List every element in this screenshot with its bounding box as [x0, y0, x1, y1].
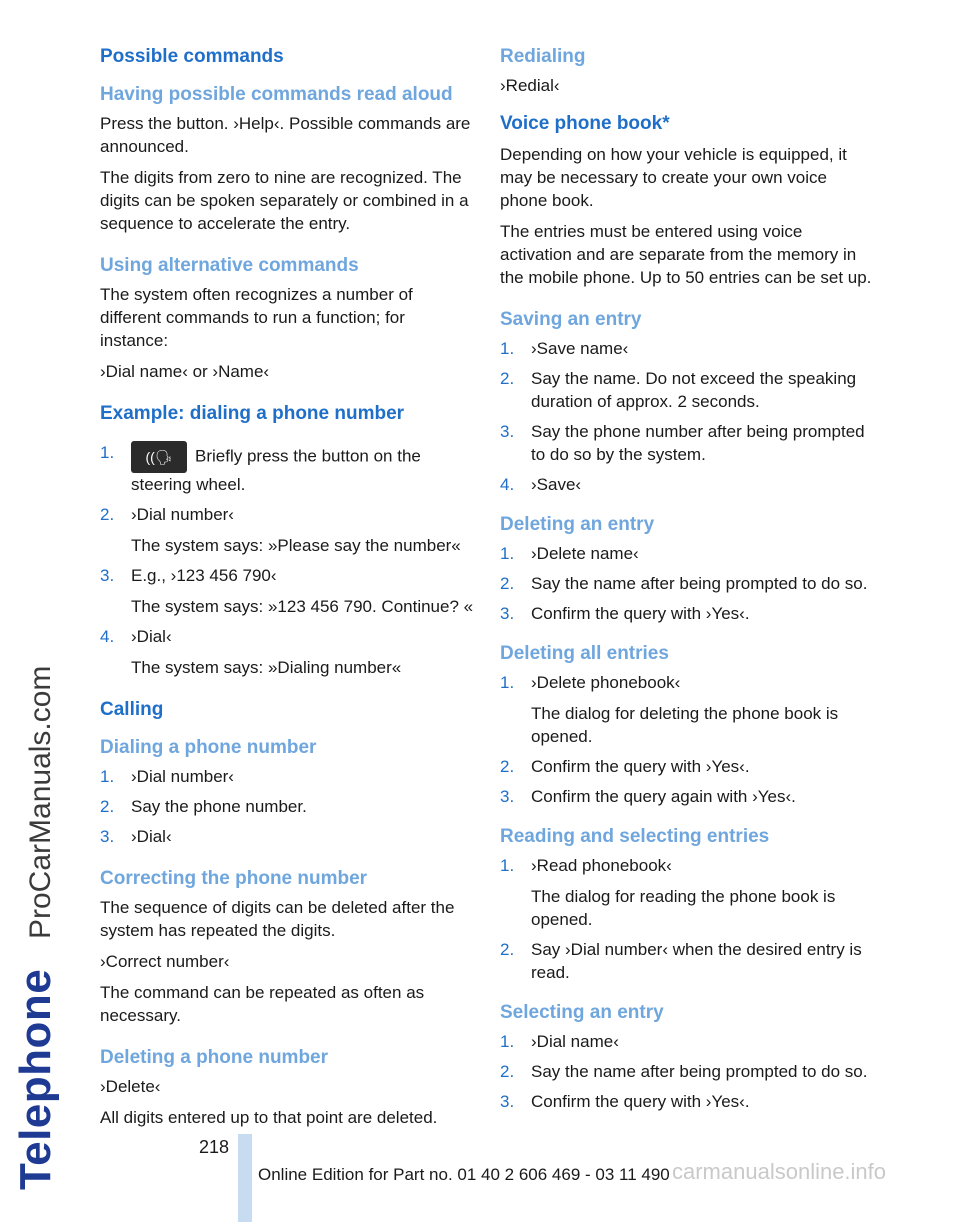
- heading-voice-phone-book: Voice phone book*: [500, 113, 670, 134]
- step-text: Confirm the query with ›Yes‹.: [531, 1092, 750, 1111]
- step-text: ›Dial name‹: [531, 1032, 619, 1051]
- paragraph: The command can be repeated as often as necessary.: [100, 983, 425, 1025]
- paragraph: ›Redial‹: [500, 76, 560, 95]
- list-item: [500, 671, 874, 748]
- paragraph: Depending on how your vehicle is equipped, it may be necessary to create your own voice phone book.: [500, 145, 847, 210]
- heading-correcting: Correcting the phone number: [100, 868, 368, 889]
- left-column: [100, 44, 474, 1137]
- paragraph: The system often recognizes a number of different commands to run a function; for instance:: [100, 285, 413, 350]
- step-subtext: The dialog for deleting the phone book is opened.: [531, 704, 839, 746]
- paragraph: ›Correct number‹: [100, 952, 230, 971]
- step-text: E.g., ›123 456 790‹: [131, 566, 277, 585]
- list-item: [500, 367, 874, 413]
- list-item: [100, 503, 474, 557]
- deleting-entry-steps: [500, 542, 874, 625]
- step-text: ›Read phonebook‹: [531, 856, 672, 875]
- list-item: [100, 441, 474, 496]
- list-item: [100, 825, 474, 848]
- list-item: [100, 795, 474, 818]
- list-item: [100, 625, 474, 679]
- heading-calling: Calling: [100, 699, 164, 720]
- step-number: 3.: [500, 787, 515, 806]
- list-item: [500, 938, 874, 984]
- step-number: 1.: [500, 673, 515, 692]
- list-item: [500, 755, 874, 778]
- heading-reading: Reading and selecting entries: [500, 826, 770, 847]
- heading-deleting-all: Deleting all entries: [500, 643, 669, 664]
- step-number: 1.: [500, 544, 515, 563]
- dialing-steps: [100, 765, 474, 848]
- selecting-steps: [500, 1030, 874, 1113]
- step-text: ›Delete phonebook‹: [531, 673, 681, 692]
- step-text: Say the name after being prompted to do so.: [531, 1062, 868, 1081]
- step-text: Confirm the query again with ›Yes‹.: [531, 787, 796, 806]
- list-item: [100, 765, 474, 788]
- paragraph: The entries must be entered using voice activation and are separate from the memory in the mobile phone. Up to 50 entries can be set up.: [500, 222, 872, 287]
- paragraph: The sequence of digits can be deleted after the system has repeated the digits.: [100, 898, 455, 940]
- step-text: ›Save name‹: [531, 339, 629, 358]
- voice-button-icon: ((🗣: [131, 441, 187, 473]
- section-title: Telephone: [11, 968, 60, 1190]
- step-number: 3.: [500, 422, 515, 441]
- list-item: [500, 1060, 874, 1083]
- step-text: Say ›Dial number‹ when the desired entry is read.: [531, 940, 862, 982]
- paragraph: All digits entered up to that point are deleted.: [100, 1108, 438, 1127]
- heading-deleting-number: Deleting a phone number: [100, 1047, 329, 1068]
- step-text: Briefly press the button on the steering wheel.: [131, 446, 421, 494]
- heading-saving-entry: Saving an entry: [500, 309, 642, 330]
- heading-redialing: Redialing: [500, 46, 586, 67]
- list-item: [500, 420, 874, 466]
- deleting-all-steps: [500, 671, 874, 808]
- list-item: [500, 785, 874, 808]
- step-subtext: The system says: »123 456 790. Continue? «: [131, 597, 474, 616]
- right-column: [500, 44, 874, 1121]
- step-text: ›Dial‹: [131, 627, 172, 646]
- heading-dialing: Dialing a phone number: [100, 737, 317, 758]
- footer-watermark: carmanualsonline.info: [672, 1159, 887, 1184]
- list-item: [500, 1030, 874, 1053]
- step-number: 2.: [500, 757, 515, 776]
- step-number: 2.: [500, 369, 515, 388]
- step-subtext: The system says: »Please say the number«: [131, 536, 461, 555]
- step-number: 3.: [500, 604, 515, 623]
- step-number: 2.: [500, 940, 515, 959]
- side-watermark: ProCarManuals.com: [24, 665, 57, 939]
- paragraph: ›Delete‹: [100, 1077, 161, 1096]
- step-text: Confirm the query with ›Yes‹.: [531, 604, 750, 623]
- list-item: [500, 572, 874, 595]
- saving-steps: [500, 337, 874, 496]
- paragraph: Press the button. ›Help‹. Possible commands are announced.: [100, 114, 471, 156]
- list-item: [500, 602, 874, 625]
- step-text: Say the phone number after being prompted to do so by the system.: [531, 422, 865, 464]
- page-footer: [0, 1134, 960, 1222]
- step-text: ›Dial number‹: [131, 767, 234, 786]
- step-number: 3.: [500, 1092, 515, 1111]
- list-item: [100, 564, 474, 618]
- heading-read-aloud: Having possible commands read aloud: [100, 84, 453, 105]
- list-item: [500, 854, 874, 931]
- step-text: ›Dial‹: [131, 827, 172, 846]
- step-subtext: The system says: »Dialing number«: [131, 658, 402, 677]
- reading-steps: [500, 854, 874, 984]
- step-number: 4.: [100, 627, 115, 646]
- step-number: 1.: [500, 1032, 515, 1051]
- step-number: 3.: [100, 566, 115, 585]
- paragraph: The digits from zero to nine are recognized. The digits can be spoken separately or combined in a sequence to accelerate the entry.: [100, 168, 469, 233]
- heading-deleting-entry: Deleting an entry: [500, 514, 655, 535]
- list-item: [500, 473, 874, 496]
- edition-text: Online Edition for Part no. 01 40 2 606 469 - 03 11 490: [258, 1165, 670, 1184]
- step-text: Say the name. Do not exceed the speaking duration of approx. 2 seconds.: [531, 369, 857, 411]
- step-number: 1.: [500, 856, 515, 875]
- page-number: 218: [199, 1137, 230, 1157]
- step-text: Say the name after being prompted to do so.: [531, 574, 868, 593]
- list-item: [500, 542, 874, 565]
- heading-alternative-commands: Using alternative commands: [100, 255, 359, 276]
- step-number: 1.: [500, 339, 515, 358]
- paragraph: ›Dial name‹ or ›Name‹: [100, 362, 270, 381]
- step-number: 4.: [500, 475, 515, 494]
- step-text: ›Save‹: [531, 475, 582, 494]
- step-number: 3.: [100, 827, 115, 846]
- example-steps: [100, 441, 474, 679]
- step-text: ›Delete name‹: [531, 544, 639, 563]
- step-text: Say the phone number.: [131, 797, 307, 816]
- footer-bar: [238, 1134, 252, 1222]
- list-item: [500, 1090, 874, 1113]
- list-item: [500, 337, 874, 360]
- step-subtext: The dialog for reading the phone book is opened.: [531, 887, 836, 929]
- step-number: 2.: [100, 505, 115, 524]
- step-text: Confirm the query with ›Yes‹.: [531, 757, 750, 776]
- heading-example: Example: dialing a phone number: [100, 403, 405, 424]
- step-number: 2.: [500, 574, 515, 593]
- step-number: 2.: [100, 797, 115, 816]
- heading-possible-commands: Possible commands: [100, 46, 284, 67]
- step-number: 1.: [100, 767, 115, 786]
- step-number: 2.: [500, 1062, 515, 1081]
- heading-selecting: Selecting an entry: [500, 1002, 664, 1023]
- step-text: ›Dial number‹: [131, 505, 234, 524]
- step-number: 1.: [100, 443, 115, 462]
- sidebar: [11, 50, 60, 1190]
